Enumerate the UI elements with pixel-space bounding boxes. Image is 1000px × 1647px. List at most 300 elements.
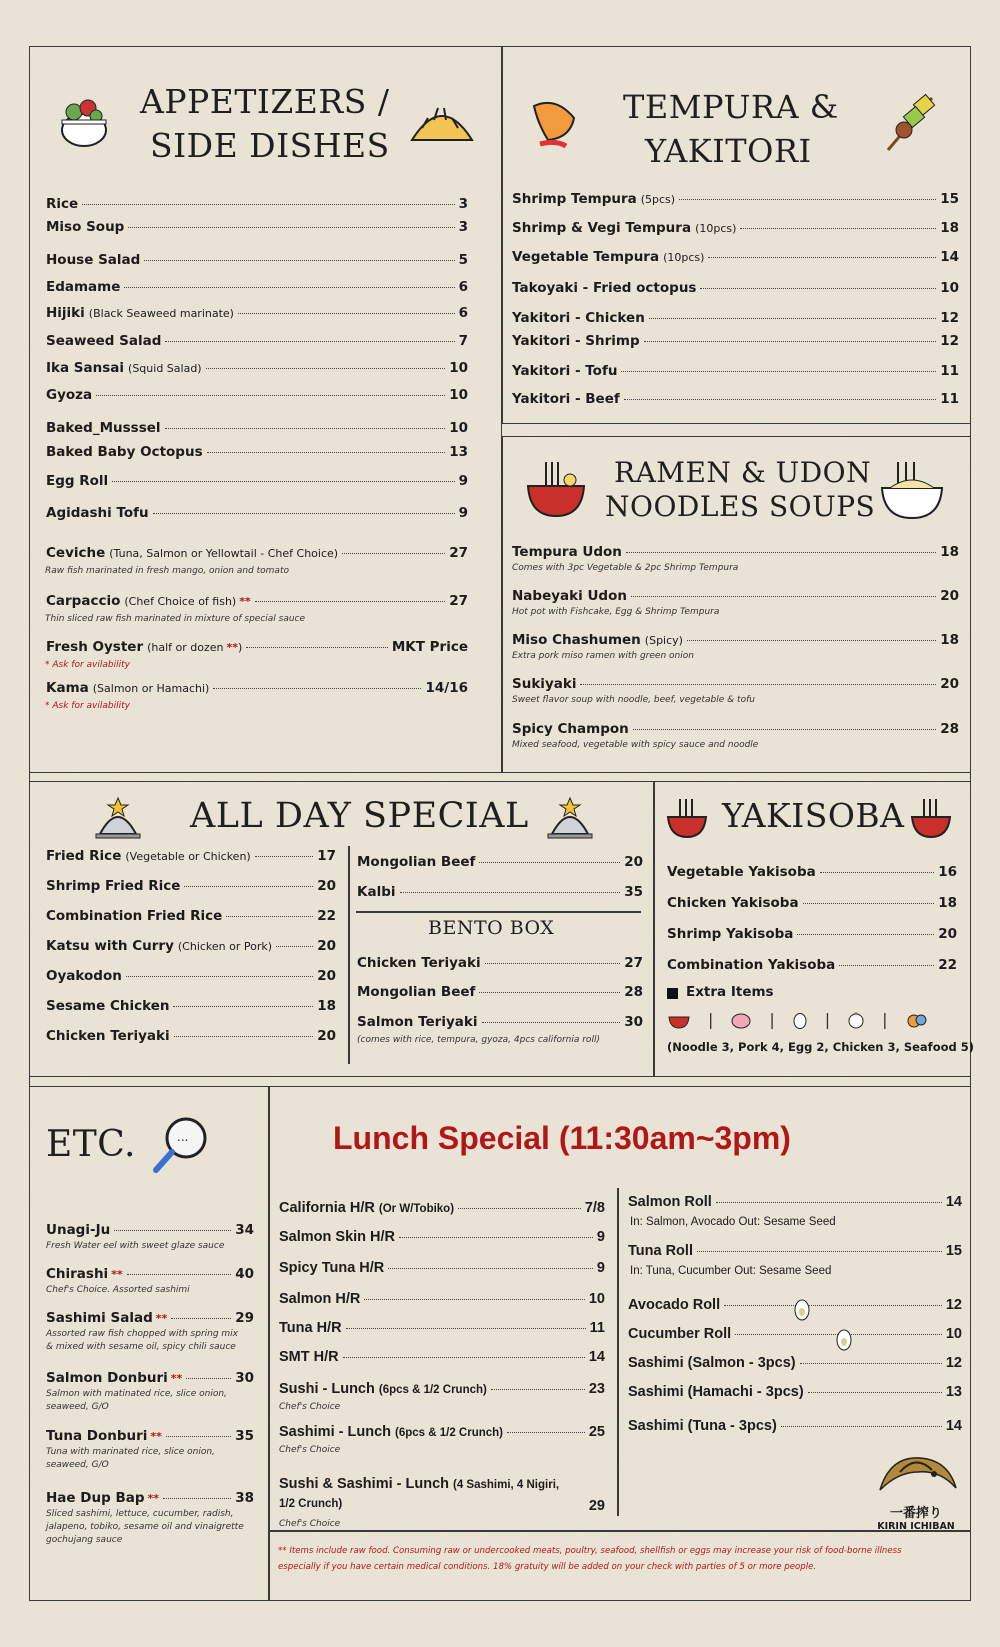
leader-dots [644,341,937,342]
menu-item [512,363,959,379]
item-name: Combination Yakisoba [667,957,836,973]
leader-dots [649,318,936,319]
item-price: 12 [945,1297,962,1313]
item-price: 20 [938,926,957,942]
item-name: Combination Fried Rice [46,908,223,924]
menu-item [46,593,468,609]
item-name: Sashimi (Hamachi - 3pcs) [628,1384,804,1400]
item-price: 34 [235,1222,254,1238]
item-price: 10 [945,1326,962,1342]
menu-item [46,1222,254,1238]
menu-item [46,1266,254,1282]
item-name: Sashimi - Lunch [279,1424,391,1440]
item-name: Chicken Teriyaki [357,955,481,971]
item-name: Yakitori - Beef [512,391,620,407]
leader-dots [364,1299,584,1300]
item-price: 30 [235,1370,254,1386]
menu-item [279,1381,605,1397]
leader-dots [700,288,936,289]
item-name: Katsu with Curry [46,938,174,954]
item-note: (Chicken or Pork) [177,940,273,953]
leader-dots [207,452,446,453]
item-name: Tuna Roll [628,1243,693,1259]
extra-icons: | | | | [668,1010,928,1029]
menu-item [46,1370,254,1386]
appetizers-title-1: APPETIZERS / [140,82,390,121]
menu-item [512,588,959,604]
item-name: Mongolian Beef [357,854,476,870]
leader-dots [400,892,621,893]
yakisoba-title: YAKISOBA [722,796,905,835]
leader-dots [507,1432,585,1433]
leader-dots [808,1392,942,1393]
leader-dots [388,1268,593,1269]
item-description: Chef's Choice [279,1402,341,1412]
raw-mark: ** [155,1312,168,1325]
leader-dots [679,199,936,200]
item-name: Unagi-Ju [46,1222,111,1238]
item-price: 29 [588,1498,605,1514]
item-price: 20 [317,1028,336,1044]
menu-item [279,1424,605,1440]
availability-note: * Ask for avilability [45,701,130,711]
leader-dots [820,872,934,873]
appetizers-title-2: SIDE DISHES [150,126,390,165]
item-name: Edamame [46,279,121,295]
menu-item [279,1200,605,1216]
item-note: (6pcs & 1/2 Crunch) [378,1384,487,1396]
item-price: 6 [458,279,468,295]
leader-dots [482,1022,621,1023]
leader-dots [346,1328,586,1329]
item-note: (5pcs) [640,193,676,206]
menu-item [628,1384,962,1400]
item-price: 18 [940,544,959,560]
menu-item [628,1194,962,1210]
etc-title: ETC. [46,1124,136,1165]
menu-item [46,848,336,864]
item-description: Chef's Choice. Assorted sashimi [46,1285,190,1295]
salad-bowl-icon [58,90,110,152]
item-price: 10 [940,280,959,296]
item-price: 10 [588,1291,605,1307]
menu-item [279,1260,605,1276]
item-name: House Salad [46,252,141,268]
leader-dots [485,963,621,964]
item-price: 18 [317,998,336,1014]
item-name: Salmon Roll [628,1194,712,1210]
item-price: 35 [624,884,643,900]
menu-item [512,632,959,648]
extra-title: Extra Items [686,984,774,1000]
menu-item [628,1418,962,1434]
item-name: Shrimp Tempura [512,191,637,207]
tempura-title-1: TEMPURA & [623,88,839,126]
raw-mark: ** [239,595,251,608]
leader-dots [127,1274,232,1275]
item-price: 20 [940,588,959,604]
noodle-icon [668,1011,690,1029]
leader-dots [124,287,454,288]
allday-title: ALL DAY SPECIAL [190,796,529,836]
item-price: 20 [624,854,643,870]
item-name: Tuna H/R [279,1320,342,1336]
avocado-cucumber-icon [792,1298,852,1353]
item-name: Yakitori - Tofu [512,363,618,379]
leader-dots [276,946,313,947]
item-price: 11 [940,363,959,379]
item-price: 12 [940,333,959,349]
item-description: Chef's Choice [279,1519,341,1529]
menu-item [46,968,336,984]
item-note: (4 Sashimi, 4 Nigiri, [453,1479,560,1491]
item-note: (Spicy) [644,634,683,647]
noodle-bowl-icon [666,797,708,839]
menu-item [512,280,959,296]
pork-icon [731,1011,751,1029]
item-price: 20 [940,676,959,692]
menu-item [628,1355,962,1371]
item-price: 35 [235,1428,254,1444]
leader-dots [165,341,454,342]
leader-dots [621,371,936,372]
leader-dots [633,729,936,730]
egg-icon [793,1011,807,1029]
tempura-title-2: YAKITORI [645,132,812,170]
leader-dots [238,313,455,314]
menu-item [46,545,468,561]
item-name: Yakitori - Shrimp [512,333,640,349]
item-note: (6pcs & 1/2 Crunch) [395,1427,503,1439]
ramen-title-2: NOODLES SOUPS [605,490,876,523]
item-name: Miso Chashumen [512,632,641,648]
leader-dots [716,1202,942,1203]
item-name: Chirashi [46,1266,109,1282]
lunch-panel [269,1086,971,1601]
item-price: 18 [940,220,959,236]
item-price: 7 [458,333,468,349]
item-price: 3 [458,196,468,212]
item-price: 9 [458,505,468,521]
leader-dots [153,513,455,514]
item-price: 3 [458,219,468,235]
item-price: 11 [940,391,959,407]
item-price: 10 [449,420,468,436]
leader-dots [206,368,446,369]
leader-dots [144,260,454,261]
item-description: Sliced sashimi, lettuce, cucumber, radish, [46,1509,234,1519]
item-note: (Chef Choice of fish) [124,595,237,608]
item-price: 27 [449,545,468,561]
bento-divider [356,911,641,913]
item-name: Carpaccio [46,593,121,609]
menu-item [512,333,959,349]
leader-dots [186,1378,231,1379]
item-description: Assorted raw fish chopped with spring mix [46,1329,239,1339]
item-name: Spicy Tuna H/R [279,1260,385,1276]
menu-item [512,310,959,326]
leader-dots [166,1436,231,1437]
item-name: Sushi & Sashimi - Lunch [279,1476,449,1492]
item-price: 27 [624,955,643,971]
extra-desc: (Noodle 3, Pork 4, Egg 2, Chicken 3, Seafood 5) [667,1040,974,1054]
footer-line-2: especially if you have certain medical conditions. 18% gratuity will be added on your check with parties of 5 or more people. [278,1562,817,1572]
item-price: 11 [589,1320,605,1336]
leader-dots [342,553,445,554]
leader-dots [163,1498,231,1499]
item-description: Hot pot with Fishcake, Egg & Shrimp Tempura [512,607,720,617]
leader-dots [797,934,934,935]
item-price: 40 [235,1266,254,1282]
footer-divider [270,1530,970,1532]
cloche-icon-right [546,796,594,842]
seafood-icon [906,1011,928,1029]
item-price: 20 [317,938,336,954]
raw-mark: ** [226,641,239,654]
item-name: Tempura Udon [512,544,622,560]
menu-item [357,854,643,870]
footer-line-1: ** Items include raw food. Consuming raw or undercooked meats, poultry, seafood, shellfish or eggs may increase your risk of food-borne illness [278,1546,902,1556]
item-name: California H/R [279,1200,375,1216]
leader-dots [184,886,313,887]
item-price: 10 [449,387,468,403]
menu-item [279,1229,605,1245]
item-name: Mongolian Beef [357,984,476,1000]
leader-dots [171,1318,231,1319]
item-name: Kalbi [357,884,396,900]
item-name: SMT H/R [279,1349,339,1365]
menu-item [46,219,468,235]
item-name: Oyakodon [46,968,122,984]
item-price: 10 [449,360,468,376]
leader-dots [246,647,388,648]
item-name: Chicken Teriyaki [46,1028,170,1044]
item-name: Cucumber Roll [628,1326,732,1342]
ramen-title-1: RAMEN & UDON [614,456,872,489]
item-price: 18 [940,632,959,648]
item-price: 15 [945,1243,962,1259]
item-description: jalapeno, tobiko, sesame oil and vinaigrette [46,1522,244,1532]
item-name: Salmon Teriyaki [357,1014,478,1030]
item-description: Salmon with matinated rice, slice onion, [46,1389,227,1399]
chicken-icon [848,1011,864,1029]
menu-item [512,721,959,737]
item-name: Takoyaki - Fried octopus [512,280,697,296]
item-price: 18 [938,895,957,911]
menu-item [46,1490,254,1506]
menu-item [46,1428,254,1444]
menu-item [46,360,468,376]
leader-dots [399,1237,593,1238]
item-name: Yakitori - Chicken [512,310,645,326]
item-name: Salmon H/R [279,1291,361,1307]
leader-dots [213,688,421,689]
leader-dots [740,228,936,229]
item-price: 17 [317,848,336,864]
kirin-jp: 一番搾り [889,1506,942,1521]
yakitori-skewer-icon [880,90,942,156]
menu-item [46,196,468,212]
item-name: Shrimp Fried Rice [46,878,181,894]
leader-dots [174,1036,314,1037]
item-description: Chef's Choice [279,1445,341,1455]
item-name: Kama [46,680,89,696]
menu-item [46,998,336,1014]
kirin-logo [870,1450,962,1502]
menu-item [46,680,468,696]
menu-item [46,252,468,268]
menu-item [512,249,959,265]
item-name: Hae Dup Bap [46,1490,145,1506]
menu-item [46,639,468,655]
kirin-en: KIRIN ICHIBAN [877,1521,955,1532]
item-price: 20 [317,968,336,984]
item-price: 5 [458,252,468,268]
menu-item [628,1243,962,1259]
item-price: 9 [596,1260,605,1276]
item-name: Avocado Roll [628,1297,721,1313]
leader-dots [697,1251,942,1252]
item-price: 14/16 [425,680,468,696]
item-name: Ceviche [46,545,106,561]
item-name: Fresh Oyster [46,639,144,655]
gyoza-icon [408,98,476,146]
item-note: (half or dozen [147,641,224,654]
item-price: 9 [458,473,468,489]
item-price: 6 [458,305,468,321]
roll-contents: In: Salmon, Avocado Out: Sesame Seed [630,1216,836,1228]
item-name: Sashimi (Tuna - 3pcs) [628,1418,777,1434]
item-description: gochujang sauce [46,1535,123,1545]
item-name: Vegetable Yakisoba [667,864,816,880]
raw-mark: ** [170,1372,183,1385]
item-name: Miso Soup [46,219,125,235]
item-price: 15 [940,191,959,207]
bento-description: (comes with rice, tempura, gyoza, 4pcs california roll) [357,1035,600,1045]
raw-mark: ** [150,1430,162,1443]
menu-item [357,884,643,900]
menu-item [512,191,959,207]
item-price: 12 [940,310,959,326]
item-price: 28 [940,721,959,737]
availability-note: * Ask for avilability [45,660,130,670]
menu-item [357,955,643,971]
menu-item [46,305,468,321]
menu-item [279,1291,605,1307]
leader-dots [173,1006,313,1007]
leader-dots [128,227,454,228]
menu-item [667,864,957,880]
raw-mark: ** [111,1268,123,1281]
magnifier-icon [150,1114,212,1176]
item-description: Mixed seafood, vegetable with spicy sauce and noodle [512,740,759,750]
item-description: seaweed, G/O [46,1402,109,1412]
menu-item [46,908,336,924]
leader-dots [458,1208,581,1209]
menu-item [279,1349,605,1365]
bento-title: BENTO BOX [428,917,555,939]
leader-dots [112,481,454,482]
menu-item [512,544,959,560]
item-name: Sesame Chicken [46,998,170,1014]
item-price: 7/8 [584,1200,605,1216]
item-price: 14 [940,249,959,265]
item-name: Nabeyaki Udon [512,588,627,604]
item-name: Fried Rice [46,848,122,864]
item-price: 20 [317,878,336,894]
item-price: 28 [624,984,643,1000]
item-name: Sushi - Lunch [279,1381,375,1397]
leader-dots [255,856,313,857]
menu-item [46,878,336,894]
item-note-line-2: 1/2 Crunch) [279,1498,343,1510]
leader-dots [708,257,936,258]
item-description: Extra pork miso ramen with green onion [512,651,694,661]
item-name: Spicy Champon [512,721,629,737]
ramen-bowl-icon [526,458,586,520]
item-name: Salmon Skin H/R [279,1229,396,1245]
menu-item [46,333,468,349]
menu-item [667,957,957,973]
leader-dots [226,916,313,917]
item-note: (Tuna, Salmon or Yellowtail - Chef Choice) [109,547,339,560]
item-price: 16 [938,864,957,880]
item-name: Rice [46,196,79,212]
item-price: 38 [235,1490,254,1506]
item-name: Salmon Donburi [46,1370,168,1386]
item-note: (Salmon or Hamachi) [92,682,210,695]
udon-bowl-icon [880,458,944,520]
menu-item [46,473,468,489]
menu-item [357,984,643,1000]
cloche-icon [94,796,142,842]
item-price: MKT Price [391,639,468,655]
item-description: seaweed, G/O [46,1460,109,1470]
item-price: 25 [588,1424,605,1440]
item-note: (Vegetable or Chicken) [125,850,251,863]
leader-dots [800,1363,942,1364]
item-name: Shrimp Yakisoba [667,926,794,942]
menu-item [46,420,468,436]
item-price: 27 [449,593,468,609]
item-name: Ika Sansai [46,360,125,376]
item-price: 14 [945,1418,962,1434]
lunch-divider [617,1188,619,1516]
menu-item [279,1320,605,1336]
menu-item [667,926,957,942]
item-name: Shrimp & Vegi Tempura [512,220,692,236]
menu-item [512,391,959,407]
allday-divider [348,846,350,1064]
menu-item [46,938,336,954]
item-description: Fresh Water eel with sweet glaze sauce [46,1241,225,1251]
item-price: 23 [588,1381,605,1397]
menu-item [46,1028,336,1044]
item-note: (10pcs) [663,251,705,264]
item-note: (Or W/Tobiko) [378,1203,455,1215]
item-name: Vegetable Tempura [512,249,660,265]
leader-dots [624,399,936,400]
item-name: Baked Baby Octopus [46,444,203,460]
item-price: 22 [938,957,957,973]
item-price: 22 [317,908,336,924]
leader-dots [803,903,935,904]
leader-dots [255,601,445,602]
leader-dots [96,395,445,396]
item-price: 13 [449,444,468,460]
leader-dots [580,684,936,685]
item-name: Seaweed Salad [46,333,162,349]
